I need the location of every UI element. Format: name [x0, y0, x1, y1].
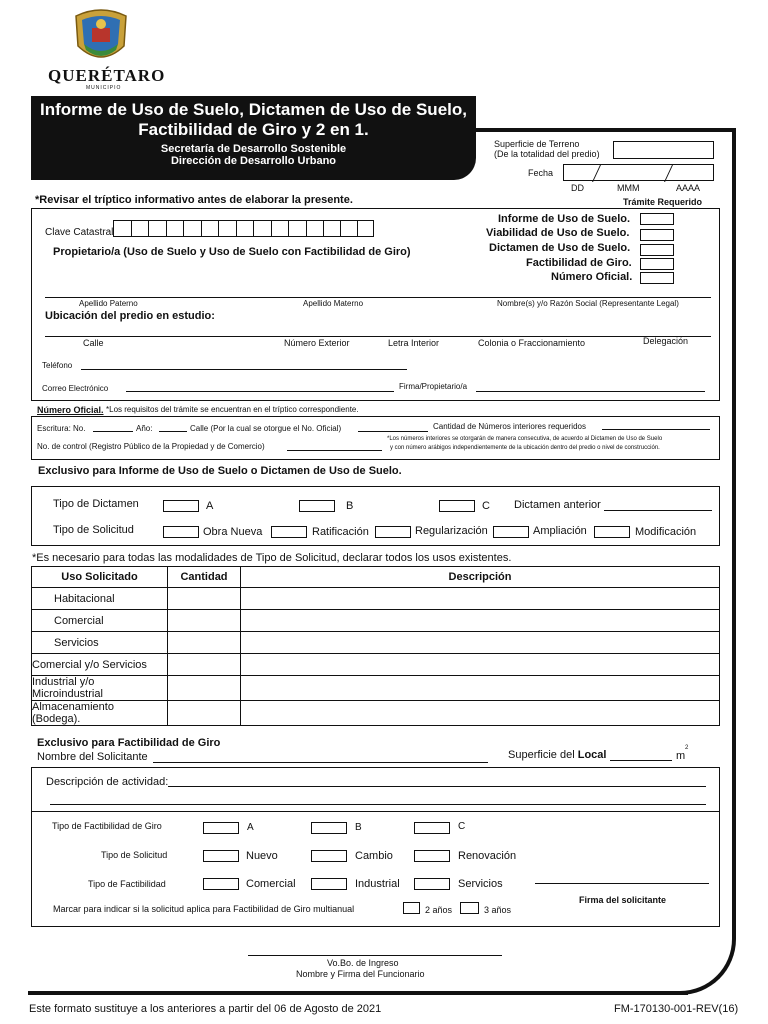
tipo-fact-giro-label: Tipo de Factibilidad de Giro [52, 821, 162, 831]
vobo-label: Vo.Bo. de Ingreso [327, 958, 399, 968]
tramite-informe-label: Informe de Uso de Suelo. [498, 213, 631, 225]
notice-text: *Revisar el tríptico informativo antes de elaborar la presente. [35, 194, 353, 206]
tipo-factibilidad-label: Tipo de Factibilidad [88, 879, 166, 889]
modificacion-checkbox[interactable] [594, 526, 630, 538]
descripcion-cell[interactable] [241, 632, 720, 654]
superficie-label: Superficie de Terreno [494, 139, 580, 149]
correo-label: Correo Electrónico [42, 384, 109, 393]
ratificacion-checkbox[interactable] [271, 526, 307, 538]
giro-c-label: C [458, 821, 466, 832]
tramite-dictamen-label: Dictamen de Uso de Suelo. [489, 242, 631, 254]
cantidad-cell[interactable] [168, 701, 241, 726]
giro-tipo-solicitud-label: Tipo de Solicitud [101, 850, 168, 860]
tipo-dictamen-label: Tipo de Dictamen [53, 498, 139, 510]
ubicacion-line[interactable] [45, 336, 711, 337]
secretaria-label: Secretaría de Desarrollo Sostenible [160, 143, 347, 155]
form-title-line1: Informe de Uso de Suelo, Dictamen de Uso de Suelo, [40, 100, 467, 119]
cantidad-interiores-input[interactable] [602, 429, 710, 430]
exclusivo-uso-title: Exclusivo para Informe de Uso de Suelo o Dictamen de Uso de Suelo. [38, 465, 402, 477]
dictamen-anterior-input[interactable] [604, 510, 712, 511]
descripcion-header: Descripción [241, 567, 720, 588]
dictamen-anterior-label: Dictamen anterior [514, 499, 601, 511]
ampliacion-label: Ampliación [533, 525, 587, 537]
servicios-label: Servicios [458, 878, 503, 890]
interiores-note-1: *Los números interiores se otorgarán de manera consecutiva, de acuerdo al Dictamen de Uso de Suelo [387, 436, 663, 442]
usos-table [31, 566, 720, 726]
table-row [32, 610, 720, 632]
tres-anios-label: 3 años [484, 905, 512, 915]
comercial-checkbox[interactable] [203, 878, 239, 890]
footer-note: Este formato sustituye a los anteriores a partir del 06 de Agosto de 2021 [29, 1003, 382, 1015]
uso-comercial-servicios: Comercial y/o Servicios [32, 654, 168, 676]
usos-note: *Es necesario para todas las modalidades de Tipo de Solicitud, declarar todos los usos existentes. [32, 552, 512, 564]
cambio-label: Cambio [355, 850, 393, 862]
direccion-label: Dirección de Desarrollo Urbano [170, 155, 337, 167]
multianual-label: Marcar para indicar si la solicitud aplica para Factibilidad de Giro multianual [53, 904, 355, 914]
dictamen-c-checkbox[interactable] [439, 500, 475, 512]
obra-nueva-label: Obra Nueva [203, 526, 263, 538]
descripcion-cell[interactable] [241, 610, 720, 632]
municipality-sub: MUNICIPIO [86, 85, 122, 91]
firma-propietario-label: Firma/Propietario/a [399, 382, 468, 391]
tramite-numero-label: Número Oficial. [551, 271, 633, 283]
giro-divider [31, 811, 720, 812]
descripcion-actividad-input[interactable] [168, 786, 706, 787]
clave-catastral-label: Clave Catastral [45, 227, 114, 238]
numero-oficial-note: *Los requisitos del trámite se encuentran en el tríptico correspondiente. [106, 405, 359, 414]
tramite-label: Trámite Requerido [623, 197, 703, 207]
dictamen-b-label: B [346, 500, 354, 512]
funcionario-label: Nombre y Firma del Funcionario [296, 969, 425, 979]
dd-label: DD [571, 183, 584, 193]
regularizacion-label: Regularización [415, 525, 488, 537]
m2-superscript: 2 [685, 745, 689, 751]
renovacion-label: Renovación [458, 850, 517, 862]
tipo-solicitud-label: Tipo de Solicitud [53, 524, 134, 536]
dictamen-a-checkbox[interactable] [163, 500, 199, 512]
table-row [32, 676, 720, 701]
calle-no-oficial-label: Calle (Por la cual se otorgue el No. Oficial) [190, 424, 342, 433]
descripcion-cell[interactable] [241, 701, 720, 726]
cantidad-cell[interactable] [168, 632, 241, 654]
superficie-input[interactable] [613, 141, 714, 159]
tramite-viabilidad-checkbox[interactable] [640, 229, 674, 241]
letra-interior-label: Letra Interior [388, 338, 440, 348]
propietario-label: Propietario/a (Uso de Suelo y Uso de Suelo con Factibilidad de Giro) [53, 246, 411, 258]
cantidad-header: Cantidad [168, 567, 241, 588]
tramite-dictamen-checkbox[interactable] [640, 244, 674, 256]
dictamen-a-label: A [206, 500, 214, 512]
tramite-viabilidad-label: Viabilidad de Uso de Suelo. [486, 227, 630, 239]
regularizacion-checkbox[interactable] [375, 526, 411, 538]
control-input[interactable] [287, 450, 382, 451]
numero-oficial-label: Número Oficial. [37, 405, 104, 415]
modificacion-label: Modificación [635, 526, 697, 538]
mmm-label: MMM [617, 183, 640, 193]
firma-solicitante-input[interactable] [535, 883, 709, 884]
descripcion-actividad-label: Descripción de actividad: [46, 776, 169, 788]
superficie-local-input[interactable] [610, 760, 672, 761]
comercial-label: Comercial [246, 878, 296, 890]
uso-comercial: Comercial [32, 610, 168, 632]
obra-nueva-checkbox[interactable] [163, 526, 199, 538]
calle-no-oficial-input[interactable] [358, 431, 428, 432]
fecha-label: Fecha [528, 168, 554, 178]
tres-anios-checkbox[interactable] [460, 902, 479, 914]
tramite-numero-checkbox[interactable] [640, 272, 674, 284]
vobo-signature-line[interactable] [248, 955, 502, 956]
numero-exterior-label: Número Exterior [284, 338, 350, 348]
giro-title: Exclusivo para Factibilidad de Giro [37, 737, 221, 749]
form-header [31, 96, 476, 180]
anio-label: Año: [136, 424, 153, 433]
clave-catastral-input[interactable] [113, 220, 374, 237]
tramite-factibilidad-checkbox[interactable] [640, 258, 674, 270]
ampliacion-checkbox[interactable] [493, 526, 529, 538]
giro-a-label: A [247, 822, 254, 833]
descripcion-actividad-input-2[interactable] [50, 804, 706, 805]
m2-unit: m [676, 750, 686, 762]
dos-anios-label: 2 años [425, 905, 453, 915]
tramite-factibilidad-label: Factibilidad de Giro. [526, 257, 632, 269]
apellido-materno-label: Apellido Materno [303, 299, 364, 308]
dos-anios-checkbox[interactable] [403, 902, 420, 914]
superficie-local-label: Superficie del Local [508, 749, 607, 761]
nombre-solicitante-input[interactable] [153, 762, 488, 763]
cantidad-cell[interactable] [168, 654, 241, 676]
telefono-input[interactable] [81, 369, 407, 370]
giro-c-checkbox[interactable] [414, 822, 450, 834]
escritura-input[interactable] [93, 431, 133, 432]
form-code: FM-170130-001-REV(16) [614, 1003, 739, 1015]
giro-b-label: B [355, 822, 362, 833]
aaaa-label: AAAA [676, 183, 701, 193]
industrial-label: Industrial [355, 878, 400, 890]
colonia-label: Colonia o Fraccionamiento [478, 338, 586, 348]
industrial-checkbox[interactable] [311, 878, 347, 890]
descripcion-cell[interactable] [241, 676, 720, 701]
uso-header: Uso Solicitado [32, 567, 168, 588]
owner-name-line[interactable] [45, 297, 711, 298]
municipality-name: QUERÉTARO [48, 66, 166, 85]
table-row [32, 632, 720, 654]
queretaro-seal-icon [70, 6, 132, 66]
uso-servicios: Servicios [32, 632, 168, 654]
uso-industrial: Industrial y/o Microindustrial [32, 676, 168, 701]
cantidad-cell[interactable] [168, 610, 241, 632]
cambio-checkbox[interactable] [311, 850, 347, 862]
cantidad-interiores-label: Cantidad de Números interiores requeridos [433, 422, 586, 431]
table-row [32, 701, 720, 726]
correo-input[interactable] [126, 391, 394, 392]
giro-b-checkbox[interactable] [311, 822, 347, 834]
table-row [32, 588, 720, 610]
form-title-line2: Factibilidad de Giro y 2 en 1. [138, 120, 369, 139]
calle-label: Calle [83, 338, 104, 348]
cantidad-cell[interactable] [168, 676, 241, 701]
nombre-razon-label: Nombre(s) y/o Razón Social (Representante Legal) [497, 299, 679, 308]
fecha-input[interactable] [563, 164, 714, 181]
firma-solicitante-label: Firma del solicitante [579, 895, 667, 905]
dictamen-b-checkbox[interactable] [299, 500, 335, 512]
giro-a-checkbox[interactable] [203, 822, 239, 834]
uso-almacenamiento: Almacenamiento (Bodega). [32, 701, 168, 726]
ubicacion-label: Ubicación del predio en estudio: [45, 310, 215, 322]
descripcion-cell[interactable] [241, 654, 720, 676]
dictamen-c-label: C [482, 500, 490, 512]
renovacion-checkbox[interactable] [414, 850, 450, 862]
control-label: No. de control (Registro Público de la Propiedad y de Comercio) [37, 442, 265, 451]
nombre-solicitante-label: Nombre del Solicitante [37, 751, 148, 763]
firma-propietario-input[interactable] [476, 391, 705, 392]
escritura-label: Escritura: No. [37, 424, 86, 433]
descripcion-cell[interactable] [241, 588, 720, 610]
apellido-paterno-label: Apellido Paterno [79, 299, 138, 308]
nuevo-label: Nuevo [246, 850, 278, 862]
tramite-informe-checkbox[interactable] [640, 213, 674, 225]
uso-habitacional: Habitacional [32, 588, 168, 610]
table-row [32, 654, 720, 676]
servicios-checkbox[interactable] [414, 878, 450, 890]
ratificacion-label: Ratificación [312, 526, 369, 538]
interiores-note-2: y con número arábigos independientemente de la ubicación dentro del predio o nivel de construcción. [390, 445, 660, 451]
cantidad-cell[interactable] [168, 588, 241, 610]
telefono-label: Teléfono [42, 361, 73, 370]
superficie-sub: (De la totalidad del predio) [494, 149, 600, 159]
anio-input[interactable] [159, 431, 187, 432]
nuevo-checkbox[interactable] [203, 850, 239, 862]
delegacion-label: Delegación [643, 336, 689, 346]
